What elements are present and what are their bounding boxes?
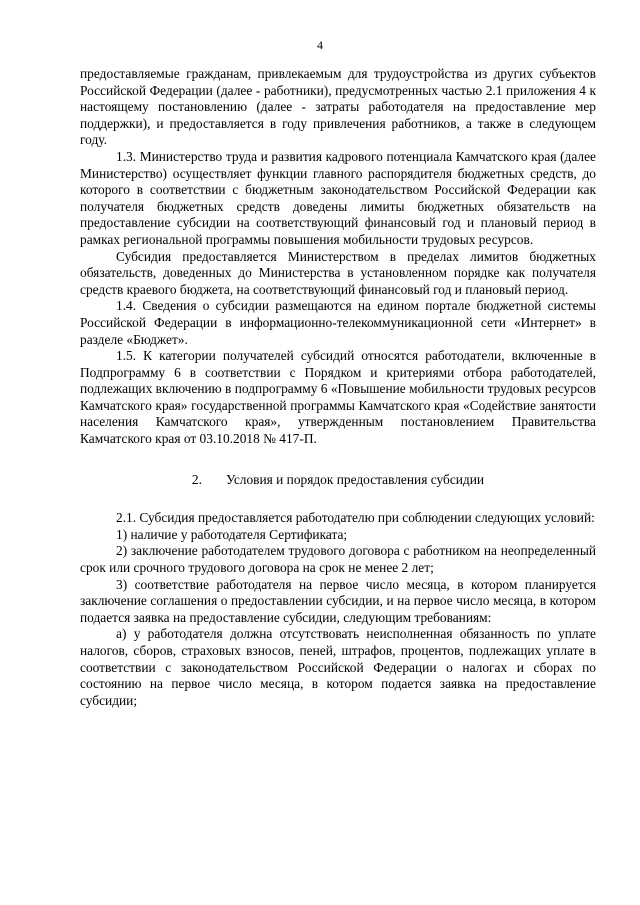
- paragraph: 1) наличие у работодателя Сертификата;: [116, 526, 348, 542]
- paragraph: Субсидия предоставляется Министерством в пределах лимитов бюджетных обязательств, доведенных до Министерства в установленном порядке как получателя средств краевого бюджета, на соответствующий финансовый год и плановый период.: [80, 248, 596, 297]
- paragraph: предоставляемые гражданам, привлекаемым для трудоустройства из других субъектов Российской Федерации (далее - работники), предусмотренных частью 2.1 приложения 4 к настоящему постановлению (далее - затраты работодателя на предоставление мер поддержки), и предоставляется в году привлечения работников, а также в следующем году.: [80, 66, 596, 148]
- section-number: 2.: [191, 471, 202, 487]
- section-heading: [80, 472, 596, 489]
- page-number: 4: [317, 38, 323, 52]
- paragraph: 1.5. К категории получателей субсидий относятся работодатели, включенные в Подпрограмму 6 в соответствии с Порядком и критериями отбора работодателей, подлежащих включению в подпрограмму 6 «Повышение мобильности трудовых ресурсов Камчатского края» государственной программы Камчатского края «Содействие занятости населения Камчатского края», утвержденным постановлением Правительства Камчатского края от 03.10.2018 № 417-П.: [80, 348, 596, 447]
- section-title: Условия и порядок предоставления субсидии: [225, 471, 485, 487]
- paragraph: 2) заключение работодателем трудового договора с работником на неопределенный срок или срочного трудового договора на срок не менее 2 лет;: [80, 543, 596, 576]
- document-body: [80, 66, 596, 709]
- paragraph: 1.3. Министерство труда и развития кадрового потенциала Камчатского края (далее Министерство) осуществляет функции главного распорядителя бюджетных средств, до которого в соответствии с бюджетным законодательством Российской Федерации как получателя бюджетных средств доведены лимиты бюджетных обязательств на предоставление субсидии на соответствующий финансовый год и плановый период в рамках региональной программы повышения мобильности трудовых ресурсов.: [80, 148, 596, 247]
- paragraph: 2.1. Субсидия предоставляется работодателю при соблюдении следующих условий:: [116, 510, 595, 526]
- paragraph: 1.4. Сведения о субсидии размещаются на едином портале бюджетной системы Российской Федерации в информационно-телекоммуникационной сети «Интернет» в разделе «Бюджет».: [80, 298, 596, 347]
- paragraph: а) у работодателя должна отсутствовать неисполненная обязанность по уплате налогов, сборов, страховых взносов, пеней, штрафов, процентов, подлежащих уплате в соответствии с законодательством Российской Федерации о налогах и сборах по состоянию на первое число месяца, в котором подается заявка на предоставление субсидии;: [80, 626, 596, 708]
- paragraph: 3) соответствие работодателя на первое число месяца, в котором планируется заключение соглашения о предоставлении субсидии, и на первое число месяца, в котором подается заявка на предоставление субсидии, следующим требованиям:: [80, 576, 596, 625]
